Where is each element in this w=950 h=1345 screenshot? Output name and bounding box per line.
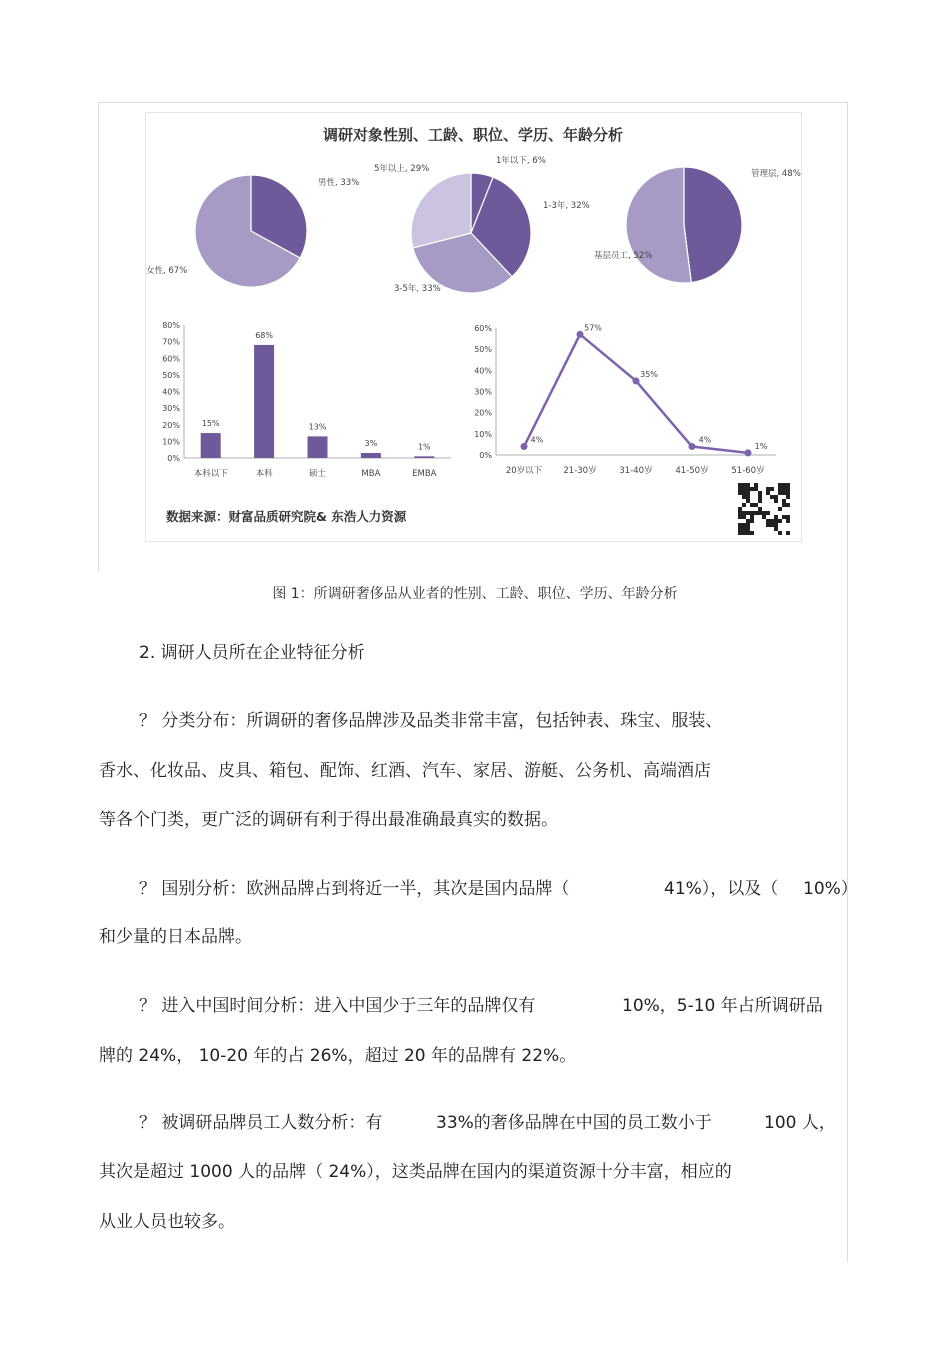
qr-module [742,515,746,519]
line-category-label: 51-60岁 [731,466,765,476]
qr-module [774,499,778,503]
qr-module [738,511,742,515]
qr-module [762,515,766,519]
qr-module [782,487,786,491]
qr-module [742,491,746,495]
qr-module [754,503,758,507]
line-value-label: 1% [754,441,768,451]
qr-code-icon [736,481,792,537]
bar-y-tick-label: 10% [162,437,180,447]
line-point [521,443,528,450]
qr-module [770,495,774,499]
qr-module [786,487,790,491]
bar [308,436,328,458]
bar-value-label: 13% [308,422,327,432]
figure-caption: 图 1：所调研奢侈品从业者的性别、工龄、职位、学历、年龄分析 [272,586,678,602]
figure-image [145,112,802,542]
figure-chart-canvas [146,113,801,541]
pie2-slice-label: 5年以上, 29% [374,164,430,174]
qr-module [766,523,770,527]
line-point [689,443,696,450]
qr-module [750,503,754,507]
qr-module [778,531,782,535]
bar-y-tick-label: 60% [162,354,180,364]
line-y-tick-label: 10% [474,429,492,439]
pie1-slice-label: 女性, 67% [146,266,188,276]
qr-module [758,511,762,515]
qr-module [742,503,746,507]
qr-module [746,527,750,531]
line-y-tick-label: 40% [474,366,492,376]
qr-module [782,483,786,487]
bar-y-tick-label: 70% [162,337,180,347]
p3-line2: 牌的 24%， 10-20 年的占 26%，超过 20 年的品牌有 22%。 [99,1046,577,1066]
qr-module [786,531,790,535]
qr-module [746,531,750,535]
bar [201,433,221,458]
figure-title: 调研对象性别、工龄、职位、学历、年龄分析 [322,126,624,144]
bar [414,456,434,458]
line-value-label: 4% [530,435,544,445]
qr-module [742,487,746,491]
line-point [633,377,640,384]
qr-module [738,515,742,519]
qr-module [738,491,742,495]
qr-module [766,491,770,495]
age-series-line [524,334,748,453]
p4-line1a: ？ 被调研品牌员工人数分析：有 [139,1113,383,1133]
bar-category-label: MBA [361,469,381,479]
qr-module [770,487,774,491]
line-value-label: 35% [640,369,658,379]
qr-module [774,527,778,531]
qr-module [786,515,790,519]
line-point [577,331,584,338]
qr-module [778,483,782,487]
pie3-slice-label: 管理层, 48% [751,169,801,179]
qr-module [766,487,770,491]
bar-category-label: 硕士 [308,469,327,479]
qr-module [742,495,746,499]
qr-module [750,515,754,519]
qr-module [758,495,762,499]
line-category-label: 31-40岁 [619,466,653,476]
pie2-slice-label: 3-5年, 33% [394,284,441,294]
qr-module [770,523,774,527]
qr-module [742,531,746,535]
qr-module [754,483,758,487]
bar-value-label: 15% [201,419,220,429]
pie2-slice-label: 1年以下, 6% [496,156,546,166]
qr-module [738,507,742,511]
qr-module [766,519,770,523]
qr-module [774,495,778,499]
qr-module [746,519,750,523]
p2-line2: 和少量的日本品牌。 [99,927,252,947]
p4-line2: 其次是超过 1000 人的品牌（ 24%），这类品牌在国内的渠道资源十分丰富，相应的 [99,1162,732,1182]
qr-module [746,491,750,495]
qr-module [782,515,786,519]
qr-module [742,511,746,515]
line-value-label: 4% [698,435,712,445]
qr-module [738,531,742,535]
qr-module [754,487,758,491]
qr-module [774,515,778,519]
bar-category-label: EMBA [412,469,437,479]
frame-top-line [98,102,848,103]
line-category-label: 41-50岁 [675,466,709,476]
line-y-tick-label: 50% [474,345,492,355]
p3-line1b: 10%，5-10 年占所调研品 [622,996,823,1016]
frame-right-line [847,102,848,1262]
bar-y-tick-label: 40% [162,387,180,397]
p3-line1a: ？ 进入中国时间分析：进入中国少于三年的品牌仅有 [139,996,536,1016]
qr-module [738,523,742,527]
qr-module [778,487,782,491]
pie3-slice [626,167,691,283]
qr-module [786,503,790,507]
line-point [745,449,752,456]
bar [254,345,274,458]
bar-value-label: 3% [364,439,378,449]
qr-module [738,527,742,531]
qr-module [766,511,770,515]
qr-module [782,491,786,495]
qr-module [786,483,790,487]
line-y-tick-label: 0% [479,451,492,460]
qr-module [758,491,762,495]
education-bar-chart [162,321,451,479]
pie3-slice [684,167,742,283]
bar-value-label: 68% [255,330,273,340]
p1-line1: ？ 分类分布：所调研的奢侈品牌涉及品类非常丰富，包括钟表、珠宝、服装、 [139,711,723,731]
qr-module [754,511,758,515]
qr-module [750,511,754,515]
bar-y-tick-label: 80% [162,321,180,330]
qr-module [746,495,750,499]
p4-line1c: 100 人， [764,1113,836,1133]
qr-module [746,523,750,527]
qr-module [778,491,782,495]
line-y-tick-label: 60% [474,324,492,333]
qr-module [778,519,782,523]
qr-module [786,519,790,523]
pie1-slice-label: 男性, 33% [318,178,360,188]
p1-line3: 等各个门类，更广泛的调研有利于得出最准确最真实的数据。 [99,810,558,830]
qr-module [742,483,746,487]
qr-module [746,483,750,487]
qr-module [750,531,754,535]
pie3-slice-label: 基层员工, 52% [594,251,653,261]
line-category-label: 20岁以下 [505,466,543,476]
p2-line1b: 41%），以及（ [664,879,779,899]
qr-module [746,487,750,491]
bar-category-label: 本科以下 [193,469,228,479]
qr-module [750,519,754,523]
p4-line3: 从业人员也较多。 [99,1212,235,1232]
line-category-label: 21-30岁 [563,466,597,476]
qr-module [786,491,790,495]
qr-module [746,499,750,503]
p2-line1c: 10%） [803,879,858,899]
qr-module [770,519,774,523]
qr-module [782,503,786,507]
qr-module [782,499,786,503]
qr-module [774,523,778,527]
line-y-tick-label: 30% [474,387,492,397]
p1-line2: 香水、化妆品、皮具、箱包、配饰、红酒、汽车、家居、游艇、公务机、高端酒店 [99,761,711,781]
bar-y-tick-label: 50% [162,370,180,380]
qr-module [758,499,762,503]
bar-category-label: 本科 [255,469,273,479]
source-text: 数据来源：财富品质研究院& 东浩人力资源 [166,509,407,524]
bar [361,453,381,458]
bar-y-tick-label: 20% [162,420,180,430]
qr-module [778,507,782,511]
bar-y-tick-label: 0% [167,454,180,463]
section-heading: 2. 调研人员所在企业特征分析 [139,643,365,663]
qr-module [774,519,778,523]
pie2-slice-label: 1-3年, 32% [543,201,590,211]
qr-module [786,495,790,499]
age-line-chart [474,323,776,476]
line-value-label: 57% [584,323,602,333]
frame-left-line [98,102,99,572]
qr-module [742,523,746,527]
qr-module [746,511,750,515]
bar-y-tick-label: 30% [162,404,180,414]
bar-value-label: 1% [417,442,431,452]
qr-module [742,527,746,531]
qr-module [738,483,742,487]
p4-line1b: 33%的奢侈品牌在中国的员工数小于 [436,1113,712,1133]
qr-module [762,511,766,515]
p2-line1a: ？ 国别分析：欧洲品牌占到将近一半，其次是国内品牌（ [139,879,570,899]
qr-module [750,487,754,491]
line-y-tick-label: 20% [474,408,492,418]
qr-module [758,507,762,511]
qr-module [738,487,742,491]
pie-charts [146,155,801,294]
